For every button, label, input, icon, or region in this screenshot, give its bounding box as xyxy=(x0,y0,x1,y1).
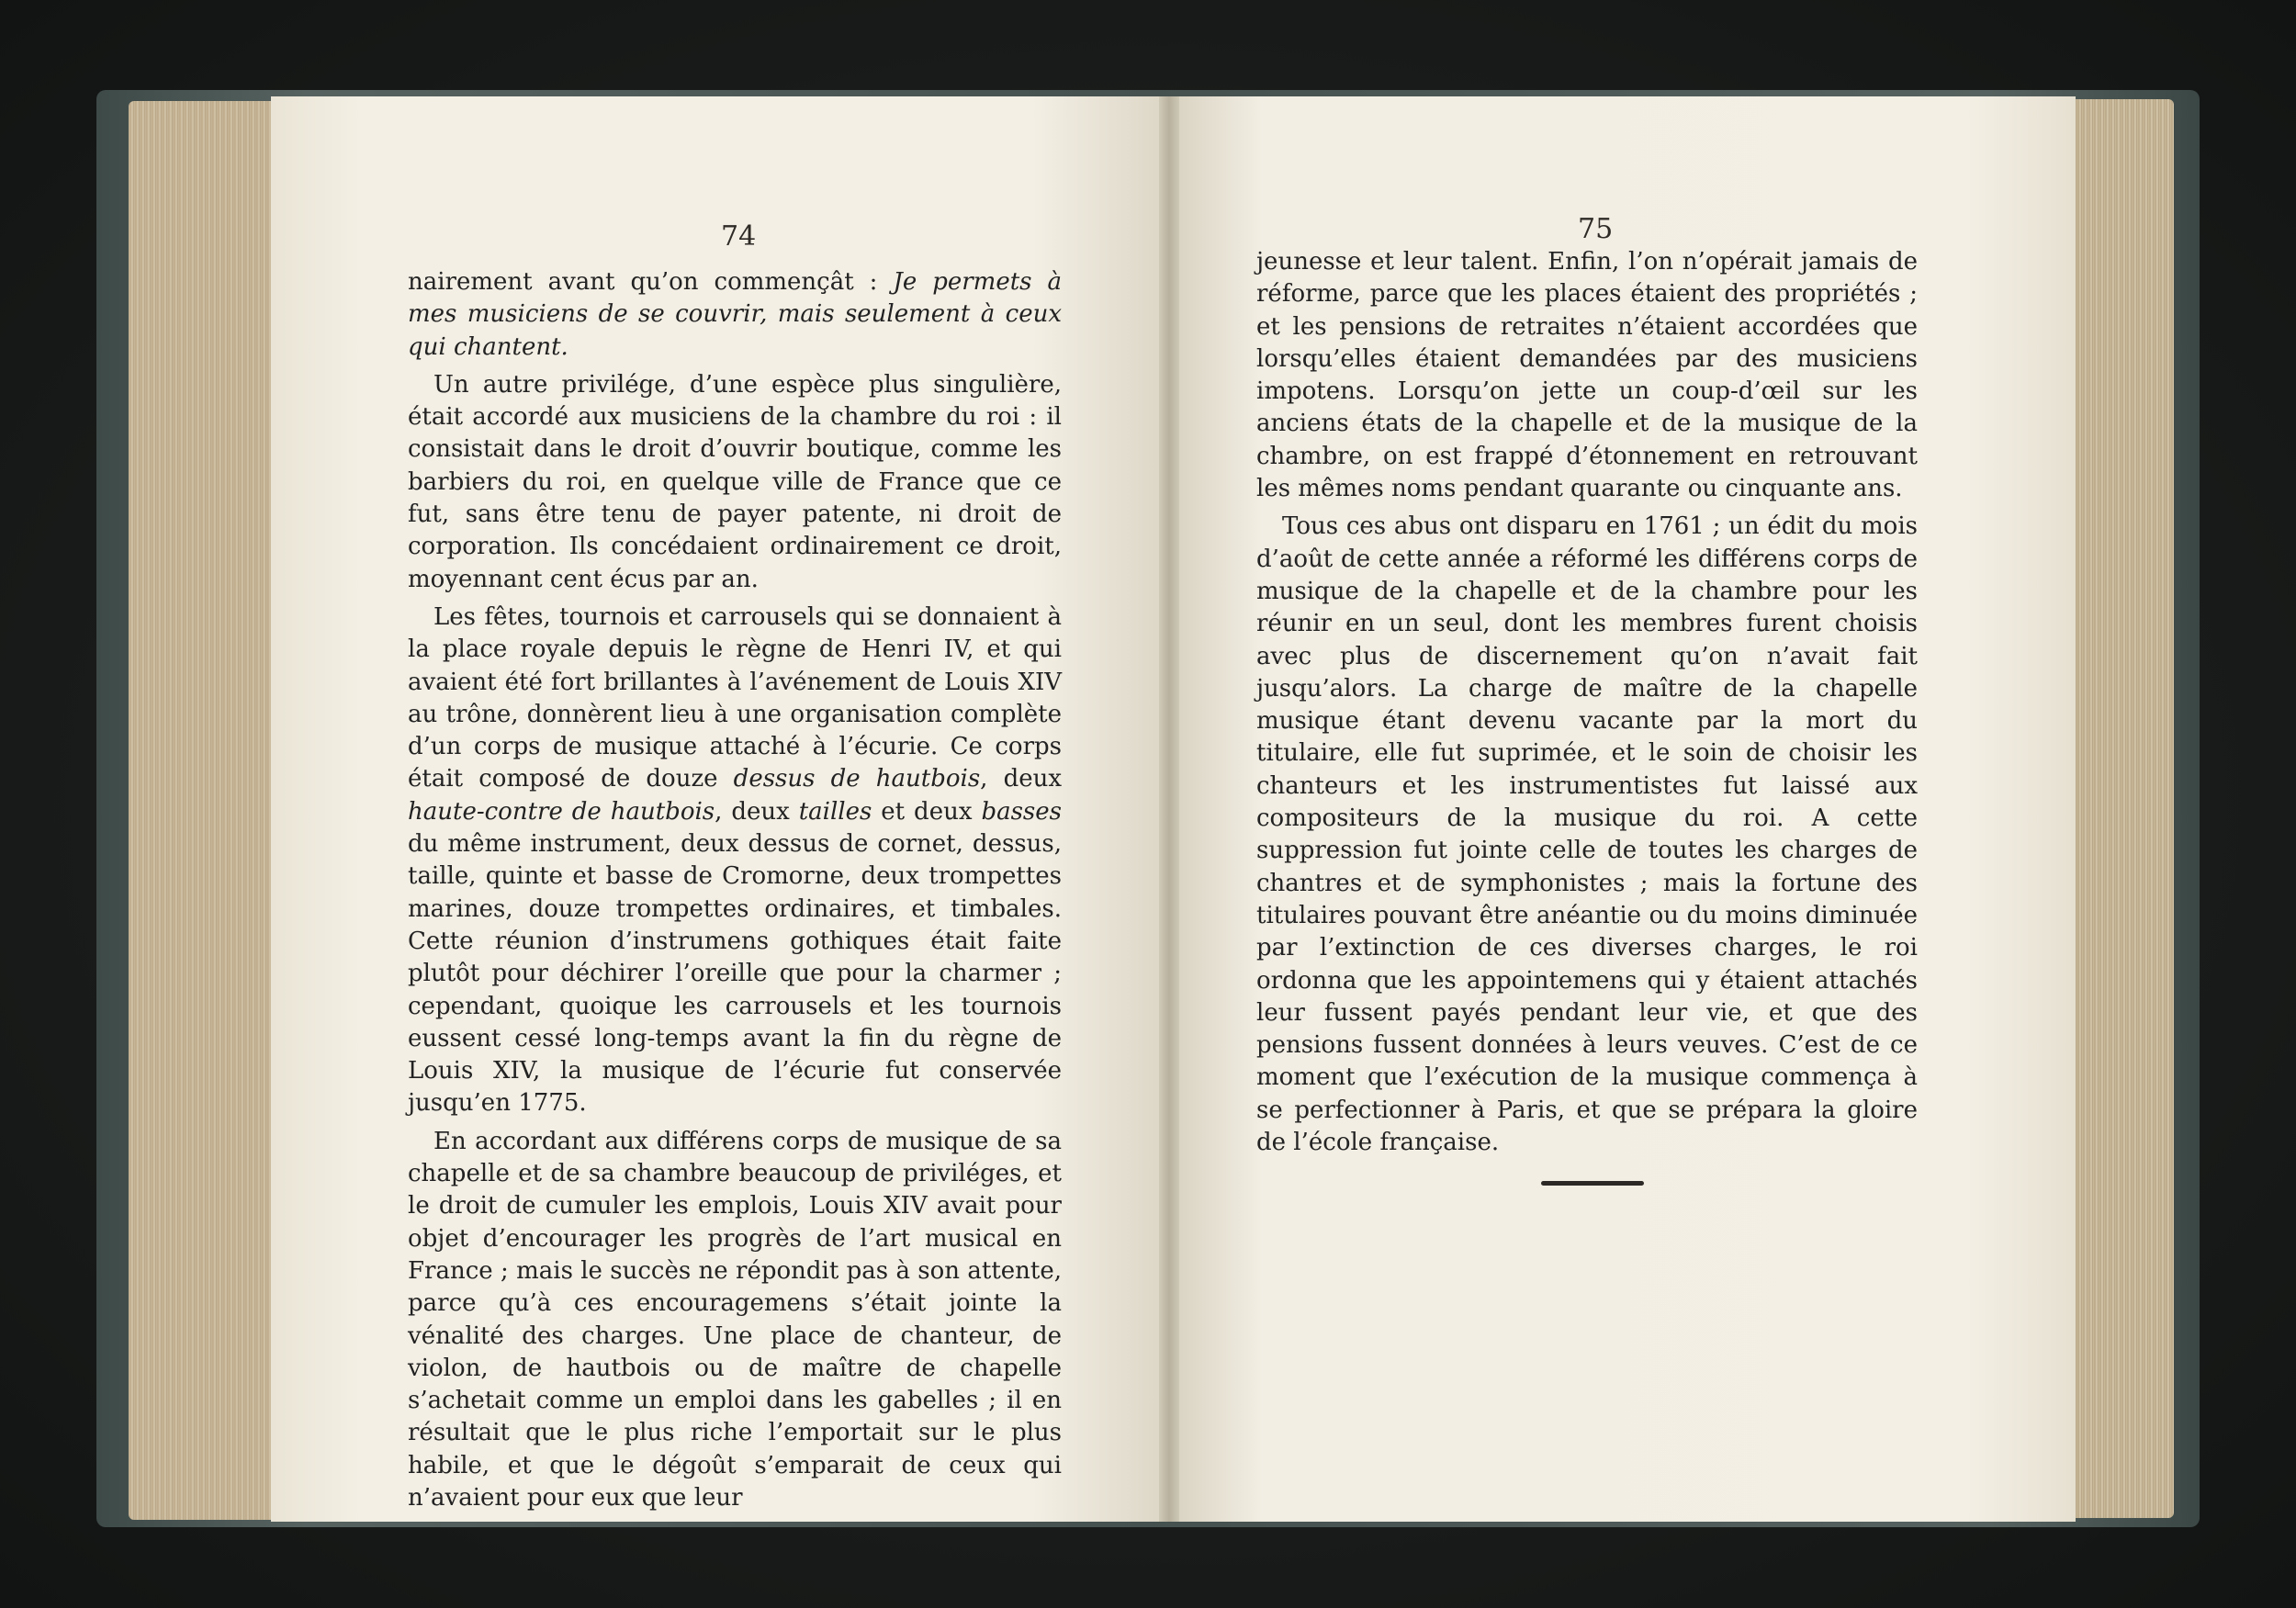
left-page-number: 74 xyxy=(721,220,757,253)
left-paragraph-3 xyxy=(408,602,1062,1120)
right-page-text xyxy=(1256,246,1918,1159)
left-p3-italic-2: haute-contre de hautbois xyxy=(408,797,715,826)
right-page-edges xyxy=(2071,99,2174,1518)
left-page-edges xyxy=(129,101,276,1520)
left-p1-quote: Je permets à mes musiciens de se couvrir, mais seulement à ceux qui chantent. xyxy=(408,268,1062,361)
left-paragraph-4: En accordant aux différens corps de musique de sa chapelle et de sa chambre beaucoup de priviléges, et le droit de cumuler les emplois, Louis XIV avait pour objet d’encourager les progrès de l’art musical en France ; mais le succès ne répondit pas à son attente, parce qu’à ces encouragemens s’était jointe la vénalité des charges. Une place de chanteur, de violon, de hautbois ou de maître de chapelle s’achetait comme un emploi dans les gabelles ; il en résultait que le plus riche l’emportait sur le plus habile, et que le dégoût s’emparait de ceux qui n’avaient pour eux que leur xyxy=(408,1127,1062,1512)
left-p3-text-b: , deux xyxy=(980,765,1063,793)
left-p1-text: nairement avant qu’on commençât : xyxy=(408,268,894,296)
left-p3-text-c: , deux xyxy=(715,797,799,826)
left-p3-italic-3: tailles xyxy=(798,797,872,826)
left-p3-text-a: Les fêtes, tournois et carrousels qui se donnaient à la place royale depuis le règne de Henri IV, et qui avaient été fort brillantes à l’avénement de Louis XIV au trône, donnèrent lieu à une organisation complète d’un corps de musique attaché à l’écurie. Ce corps était composé de douze xyxy=(408,602,1062,793)
right-page-number: 75 xyxy=(1578,213,1614,245)
left-paragraph-1 xyxy=(408,266,1062,364)
left-p3-text-d: et deux xyxy=(872,797,982,826)
right-paragraph-2: Tous ces abus ont disparu en 1761 ; un édit du mois d’août de cette année a réformé les différens corps de musique de la chapelle et de la chambre pour les réunir en un seul, dont les membres furent choisis avec plus de discernement qu’on n’avait fait jusqu’alors. La charge de maître de la chapelle musique étant devenu vacante par la mort du titulaire, elle fut suprimée, et le soin de choisir les chanteurs et les instrumentistes fut laissé aux compositeurs de la musique du roi. A cette suppression fut jointe celle de toutes les charges de chantres et de symphonistes ; mais la fortune des titulaires pouvant être anéantie ou du moins diminuée par l’extinction de ces diverses charges, le roi ordonna que les appointemens qui y étaient attachés leur fussent payés pendant leur vie, et que des pensions fussent données à leurs veuves. C’est de ce moment que l’exécution de la musique commença à se perfectionner à Paris, et que se prépara la gloire de l’école française. xyxy=(1256,512,1918,1157)
left-p3-italic-4: basses xyxy=(981,797,1062,826)
right-paragraph-1: jeunesse et leur talent. Enfin, l’on n’opérait jamais de réforme, parce que les places étaient des propriétés ; et les pensions de retraites n’étaient accordées que lorsqu’elles étaient demandées par des musiciens impotens. Lorsqu’on jette un coup-d’œil sur les anciens états de la chapelle et de la musique de la chambre, on est frappé d’étonnement en retrouvant les mêmes noms pendant quarante ou cinquante ans. xyxy=(1256,248,1918,503)
left-paragraph-2: Un autre privilége, d’une espèce plus singulière, était accordé aux musiciens de la chambre du roi : il consistait dans le droit d’ouvrir boutique, comme les barbiers du roi, en quelque ville de France que ce fut, sans être tenu de payer patente, ni droit de corporation. Ils concédaient ordinairement ce droit, moyennant cent écus par an. xyxy=(408,370,1062,593)
book-gutter xyxy=(1159,96,1179,1522)
left-p3-italic-1: dessus de hautbois xyxy=(733,765,981,793)
left-page-text xyxy=(408,266,1062,1514)
left-p3-text-e: du même instrument, deux dessus de cornet, dessus, taille, quinte et basse de Cromorne, deux trompettes marines, douze trompettes ordinaires, et timbales. Cette réunion d’instrumens gothiques était faite plutôt pour déchirer l’oreille que pour la charmer ; cependant, quoique les carrousels et les tournois eussent cessé long-temps avant la fin du règne de Louis XIV, la musique de l’écurie fut conservée jusqu’en 1775. xyxy=(408,830,1062,1118)
section-end-rule xyxy=(1541,1181,1644,1186)
